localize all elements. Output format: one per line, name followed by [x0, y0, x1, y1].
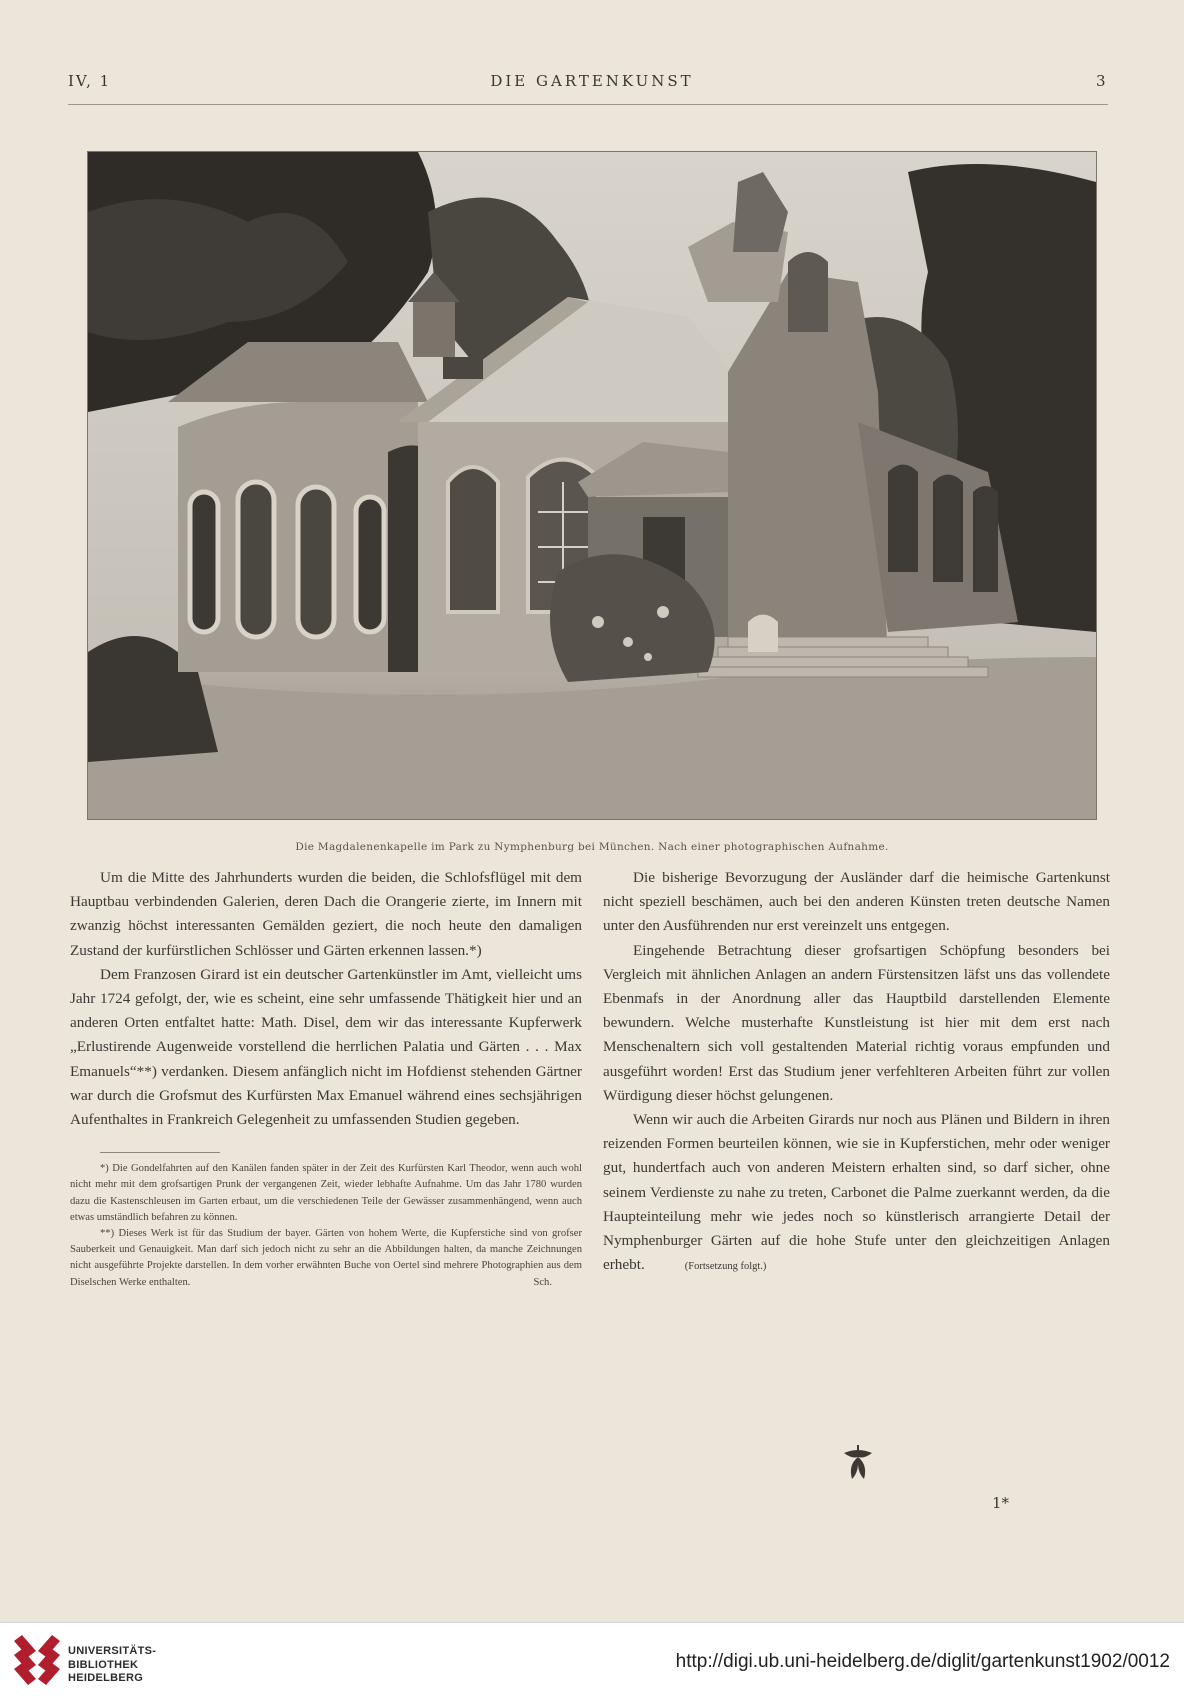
library-name-line-3: HEIDELBERG — [68, 1672, 144, 1684]
footnote-2-text: **) Dieses Werk ist für das Studium der bayer. Gärten von hohem Werte, die Kupferstiche sind von grofser Sauberkeit und Genauigkeit. Man darf sich jedoch nicht zu sehr an die Abbildungen halten, da manche Zeichnungen nicht ausgeführte Projekte darstellen. In dem vorher erwähnten Buche von Oertel sind mehrere Photographien aus dem Diselschen Werke enthalten. — [70, 1228, 582, 1288]
library-footer — [0, 1622, 1184, 1707]
header-rule — [68, 104, 1108, 105]
leaf-ornament-icon — [838, 1443, 878, 1483]
right-paragraph-1: Die bisherige Bevorzugung der Ausländer darf die heimische Gartenkunst nicht speziell beschämen, auch bei den anderen Künsten treten deutsche Namen unter den Ausführenden nur erst vereinzelt uns entgegen. — [603, 869, 1110, 935]
running-head-title: DIE GARTENKUNST — [490, 72, 694, 90]
photo-illustration — [88, 152, 1096, 819]
right-column — [603, 866, 1110, 1279]
footnote-1: *) Die Gondelfahrten auf den Kanälen fanden später in der Zeit des Kurfürsten Karl Theodor, wenn auch wohl nicht mehr mit dem grofsartigen Prunk der vergangenen Zeit, wieder lebhafte Aufnahme. Um das Jahr 1780 wurden dazu die Kastenschleusen im Garten erbaut, um die verschiedenen Teile der Gewässer zusammenhängend, wenn auch etwas umständlich befahren zu können. — [70, 1163, 582, 1223]
library-logo-icon — [12, 1633, 62, 1695]
right-paragraph-3-text: Wenn wir auch die Arbeiten Girards nur noch aus Plänen und Bildern in ihren reizenden Formen beurteilen können, wie sie in Kupferstichen, mehr oder weniger gut, hundertfach auch von anderen Meistern erhalten sind, so darf sicher, ohne seinem Verdienste zu nahe zu treten, Carbonet die Palme zuerkannt werden, da die Haupteinteilung mehr wie jedes noch so künstlerisch arrangierte Detail der Nymphenburger Gärten auf die hohe Stufe unter den gleichzeitigen Anlagen erhebt. — [603, 1111, 1110, 1274]
left-paragraph-2: Dem Franzosen Girard ist ein deutscher Gartenkünstler im Amt, vielleicht ums Jahr 1724 gefolgt, der, wie es scheint, eine sehr umfassende Thätigkeit hier und an anderen Orten entfaltet hatte: Math. Disel, dem wir das interessante Kupferwerk „Erlustirende Augenweide vorstellend die herrlichen Palatia und Gärten . . . Max Emanuels“**) verdanken. Diesem anfänglich nicht im Hofdienst stehenden Gärtner war durch die Grofsmut des Kurfürsten Max Emanuel während eines sechsjährigen Aufenthaltes in Frankreich Gelegenheit zu umfassenden Studien gegeben. — [70, 965, 582, 1129]
signature-mark: 1* — [992, 1494, 1010, 1512]
right-paragraph-2: Eingehende Betrachtung dieser grofsartigen Schöpfung besonders bei Vergleich mit ähnlichen Anlagen an andern Fürstensitzen läfst uns das vollendete Ebenmafs in der Anordnung aller das Hauptbild darstellenden Elemente bewundern. Welche musterhafte Kunstleistung ist hier mit dem erst nach Menschenaltern sich voll gestaltenden Material richtig voraus empfunden und ausgeführt worden! Erst das Studium jener verfehlteren Arbeiten führt zur vollen Würdigung dieser höchst gelungenen. — [603, 941, 1110, 1104]
chapel-photograph — [87, 151, 1097, 820]
running-head-volume: IV, 1 — [68, 72, 112, 90]
footnote-2 — [70, 1226, 582, 1291]
footnote-rule — [100, 1152, 220, 1153]
library-name — [68, 1645, 156, 1686]
right-paragraph-3 — [603, 1108, 1110, 1279]
left-paragraph-1: Um die Mitte des Jahrhunderts wurden die beiden, die Schlofsflügel mit dem Hauptbau verbindenden Galerien, deren Dach die Orangerie zierte, im Innern mit zwanzig höchst interessanten Gemälden geziert, die noch heute den damaligen Zustand der kurfürstlichen Schlösser und Gärten erkennen lassen.*) — [70, 869, 582, 959]
library-name-line-1: UNIVERSITÄTS- — [68, 1645, 157, 1657]
page-number: 3 — [1096, 72, 1108, 90]
photo-caption: Die Magdalenenkapelle im Park zu Nymphenburg bei München. Nach einer photographischen Aufnahme. — [295, 841, 889, 853]
permalink-url[interactable]: http://digi.ub.uni-heidelberg.de/diglit/gartenkunst1902/0012 — [675, 1651, 1170, 1672]
left-column — [70, 866, 582, 1291]
library-name-line-2: BIBLIOTHEK — [68, 1658, 139, 1671]
continuation-note: (Fortsetzung folgt.) — [684, 1261, 767, 1273]
footnote-signature: Sch. — [533, 1276, 552, 1288]
